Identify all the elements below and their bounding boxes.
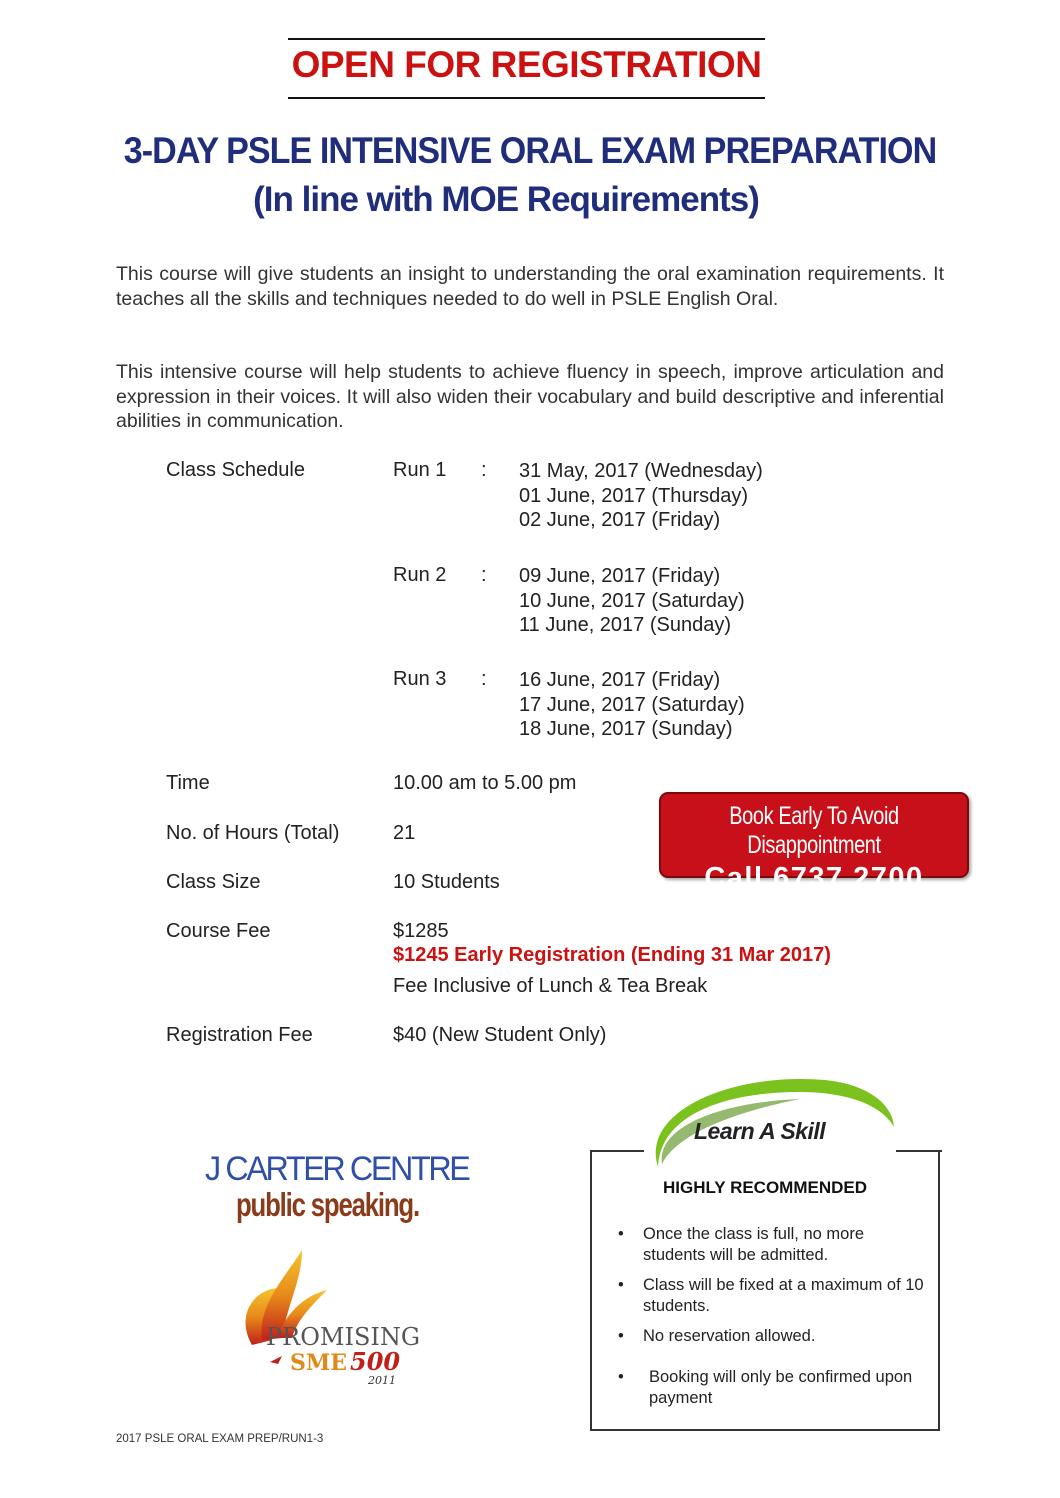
class-size-value: 10 Students (393, 871, 500, 893)
run-2-dates (519, 564, 745, 638)
banner-bottom-rule (288, 97, 765, 99)
promising-text: PROMISING (266, 1323, 421, 1351)
phone-number[interactable]: Call 6737 2700 (704, 862, 924, 894)
early-registration-fee: $1245 Early Registration (Ending 31 Mar 2017) (393, 944, 831, 966)
sme-number-text: 500 (350, 1347, 401, 1376)
run-2-colon: : (481, 564, 487, 586)
registration-fee-value: $40 (New Student Only) (393, 1024, 607, 1046)
learn-a-skill-title: Learn A Skill (694, 1118, 826, 1144)
registration-banner: OPEN FOR REGISTRATION (291, 44, 762, 85)
intro-paragraph-2: This intensive course will help students to achieve fluency in speech, improve articulation and expression in their voices. It will also widen their vocabulary and build descriptive and inferential abilities in communication. (116, 361, 944, 432)
document-footer: 2017 PSLE ORAL EXAM PREP/RUN1-3 (116, 1433, 324, 1445)
fee-inclusive-note: Fee Inclusive of Lunch & Tea Break (393, 975, 708, 997)
course-subtitle: (In line with MOE Requirements) (253, 180, 759, 219)
bullet-icon: • (618, 1327, 624, 1345)
date-item: 02 June, 2017 (Friday) (519, 509, 721, 531)
book-early-text: Book Early To Avoid Disappointment (729, 802, 899, 859)
run-3-colon: : (481, 668, 487, 690)
sme-year-text: 2011 (368, 1374, 396, 1387)
course-title: 3-DAY PSLE INTENSIVE ORAL EXAM PREPARATION (123, 130, 937, 171)
registration-fee-label: Registration Fee (166, 1024, 313, 1046)
time-label: Time (166, 772, 210, 794)
run-3-dates (519, 668, 745, 742)
date-item: 31 May, 2017 (Wednesday) (519, 460, 763, 482)
bullet-icon: • (618, 1368, 624, 1386)
date-item: 10 June, 2017 (Saturday) (519, 589, 745, 612)
hours-label: No. of Hours (Total) (166, 822, 340, 844)
sme-text: SME (290, 1350, 348, 1376)
schedule-label: Class Schedule (166, 459, 305, 481)
run-3-label: Run 3 (393, 668, 447, 690)
lion-icon (270, 1356, 282, 1364)
bullet-icon: • (618, 1276, 624, 1294)
date-item: 16 June, 2017 (Friday) (519, 669, 721, 691)
class-size-label: Class Size (166, 871, 261, 893)
run-1-dates (519, 459, 763, 533)
date-item: 01 June, 2017 (Thursday) (519, 484, 749, 507)
promising-sme500-logo (232, 1250, 422, 1390)
run-2-label: Run 2 (393, 564, 447, 586)
bullet-icon: • (618, 1225, 624, 1243)
highly-recommended-heading: HIGHLY RECOMMENDED (662, 1178, 868, 1197)
time-value: 10.00 am to 5.00 pm (393, 772, 577, 794)
call-to-book-box[interactable] (659, 792, 969, 894)
intro-paragraph-1: This course will give students an insight to understanding the oral examination requirements. It teaches all the skills and techniques needed to do well in PSLE English Oral. (116, 263, 944, 310)
date-item: 11 June, 2017 (Sunday) (519, 614, 732, 636)
hours-value: 21 (393, 822, 416, 844)
run-1-colon: : (481, 459, 487, 481)
public-speaking-logo-text: public speaking. (236, 1186, 419, 1223)
run-1-label: Run 1 (393, 459, 447, 481)
course-fee-label: Course Fee (166, 920, 271, 942)
jcarter-centre-logo: J CARTER CENTRE (205, 1150, 469, 1188)
banner-top-rule (288, 38, 765, 40)
date-item: 18 June, 2017 (Sunday) (519, 718, 733, 740)
date-item: 17 June, 2017 (Saturday) (519, 693, 745, 716)
course-fee-value: $1285 (393, 920, 449, 942)
date-item: 09 June, 2017 (Friday) (519, 565, 721, 587)
